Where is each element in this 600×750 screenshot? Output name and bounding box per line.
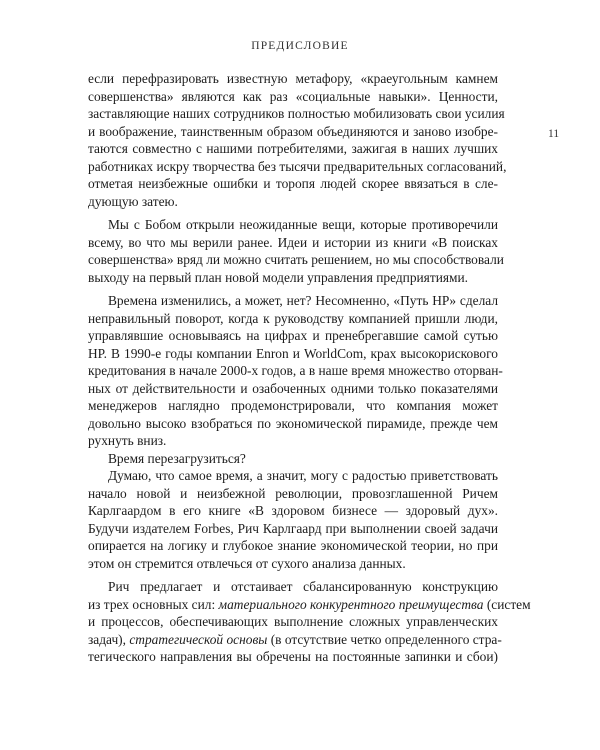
text-line: совершенства» являются как раз «социальные навыки». Ценности, bbox=[88, 88, 498, 104]
text-line: неправильный поворот, когда к руководству компанией пришли люди, bbox=[88, 310, 498, 326]
text-line: дующую затею. bbox=[88, 193, 178, 209]
paragraph-4 bbox=[88, 450, 498, 468]
text-run: (в отсутствие четко определенного стра- bbox=[267, 631, 502, 647]
text-line: тегического направления вы обречены на постоянные запинки и сбои) bbox=[88, 649, 498, 664]
text-line: Время перезагрузиться? bbox=[108, 450, 246, 466]
text-line: отметая неизбежные ошибки и торопя людей скорее ввязаться в сле- bbox=[88, 176, 498, 191]
text-line: Будучи издателем Forbes, Рич Карлгаард при выполнении своей задачи bbox=[88, 520, 498, 536]
text-run: (систем bbox=[483, 596, 531, 612]
text-line: выходу на первый план новой модели управления предприятиями. bbox=[88, 269, 469, 285]
text-line: Рич предлагает и отстаивает сбалансированную конструкцию bbox=[108, 579, 498, 594]
text-line: Карлгаардом в его книге «В здоровом бизнесе — здоровый дух». bbox=[88, 503, 498, 518]
text-line: управлявшие основываясь на цифрах и пренебрегавшие самой сутью bbox=[88, 328, 498, 343]
text-line: HP. В 1990-е годы компании Enron и WorldCom, крах высокорискового bbox=[88, 345, 498, 361]
text-line: таются совместно с нашими потребителями, зажигая в наших лучших bbox=[88, 141, 498, 156]
text-line: и процессов, обеспечивающих выполнение сложных управленческих bbox=[88, 614, 498, 629]
page-number: 11 bbox=[548, 128, 560, 140]
emphasis-term: материального конкурентного преимущества bbox=[218, 596, 484, 612]
paragraph-3 bbox=[88, 292, 503, 450]
paragraph-2 bbox=[88, 216, 504, 286]
text-line: довольно высоко взобраться по экономической пирамиде, прежде чем bbox=[88, 415, 498, 431]
paragraph-1 bbox=[88, 70, 507, 210]
text-line bbox=[88, 631, 502, 649]
text-line: опирается на логику и глубокое знание экономической теории, но при bbox=[88, 538, 498, 553]
text-line: Времена изменились, а может, нет? Несомненно, «Путь HP» сделал bbox=[108, 293, 498, 308]
text-line: менеджеров наглядно продемонстрировали, что компания может bbox=[88, 398, 498, 413]
text-line: Мы с Бобом открыли неожиданные вещи, которые противоречили bbox=[108, 217, 498, 232]
text-line: совершенства» вряд ли можно считать решением, но мы способствовали bbox=[88, 252, 504, 267]
text-line: Думаю, что самое время, а значит, могу с радостью приветствовать bbox=[108, 468, 498, 483]
text-line: работниках искру творчества без тысячи предварительных согласований, bbox=[88, 158, 507, 174]
text-line: этом он стремится отвлечься от сухого анализа данных. bbox=[88, 555, 406, 571]
text-line: рухнуть вниз. bbox=[88, 433, 167, 448]
paragraph-6 bbox=[88, 578, 531, 666]
text-run: из трех основных сил: bbox=[88, 596, 219, 612]
text-line: кредитования в начале 2000-х годов, а в наше время множество оторван- bbox=[88, 363, 503, 378]
text-line bbox=[88, 596, 531, 614]
text-line: заставляющие наших сотрудников полностью мобилизовать свои усилия bbox=[88, 106, 505, 121]
text-line: всему, во что мы верили ранее. Идеи и истории из книги «В поисках bbox=[88, 234, 498, 250]
body-text bbox=[88, 70, 531, 672]
text-run: задач), bbox=[88, 631, 130, 647]
text-line: ных от действительности и озабоченных одними только показателями bbox=[88, 380, 498, 396]
running-title: ПРЕДИСЛОВИЕ bbox=[251, 40, 349, 52]
emphasis-term: стратегической основы bbox=[129, 631, 268, 647]
text-line: и воображение, таинственным образом объединяются и заново изобре- bbox=[88, 123, 498, 139]
text-line: если перефразировать известную метафору, «краеугольным камнем bbox=[88, 71, 498, 86]
text-line: начало новой и неизбежной революции, провозглашенной Ричем bbox=[88, 485, 498, 501]
paragraph-5 bbox=[88, 467, 498, 572]
